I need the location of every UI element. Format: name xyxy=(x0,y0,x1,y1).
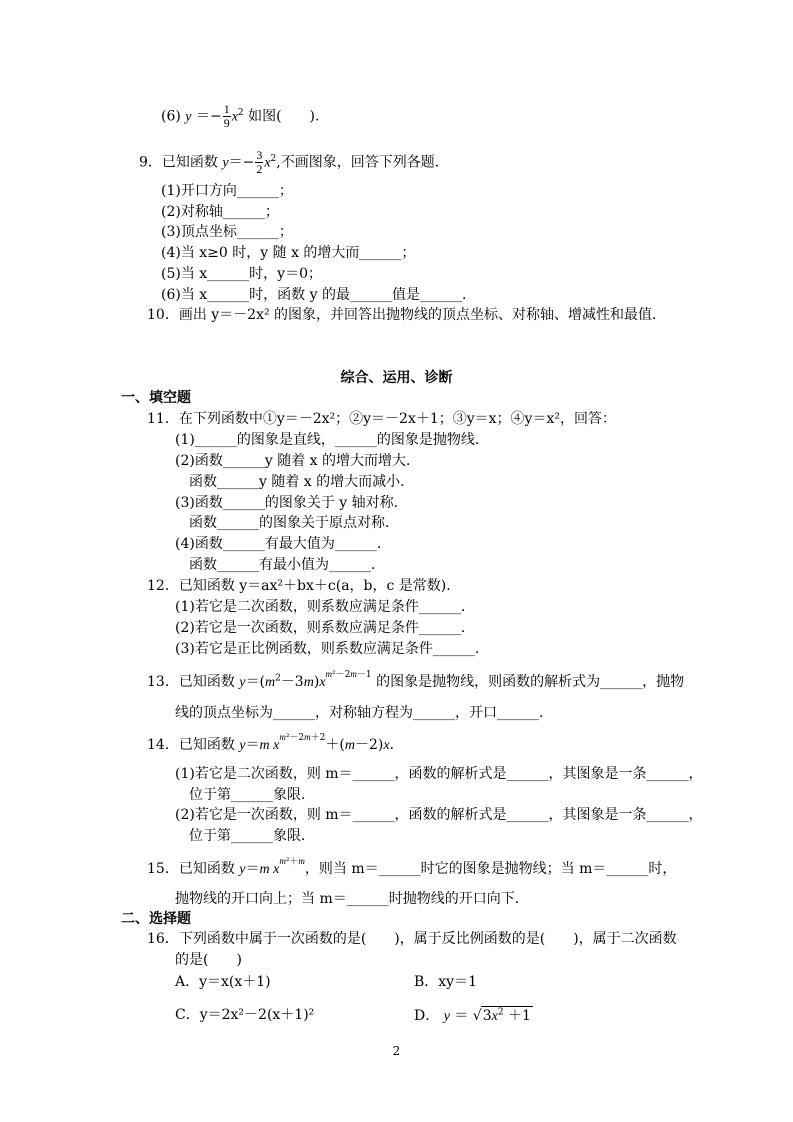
part-2-heading: 二、选择题 xyxy=(121,911,191,927)
q12-item-1: (1)若它是二次函数，则系数应满足条件______． xyxy=(175,599,475,615)
q9-item-2: (2)对称轴______； xyxy=(161,204,279,220)
q11-item-2b: 函数______y 随着 x 的增大而减小． xyxy=(189,474,415,490)
q13-stem-tail: 的图象是抛物线，则函数的解析式为______，抛物 xyxy=(376,674,685,690)
q14-item-1b: 位于第______象限． xyxy=(189,787,315,803)
q11-item-4a: (4)函数______有最大值为______． xyxy=(175,536,391,552)
q11-item-1: (1)______的图象是直线，______的图象是抛物线． xyxy=(175,432,489,448)
q15-stem-tail: ，则当 m＝______时它的图象是抛物线；当 m＝______时， xyxy=(304,861,677,877)
q8-item-6: (6) y ＝− $\frac{1}{9}$ $x^2$ 如图( ). xyxy=(161,102,320,130)
option-c: C．y＝2x²－2(x＋1)² xyxy=(175,1007,315,1023)
option-b: B．xy＝1 xyxy=(414,974,477,990)
page-number: 2 xyxy=(392,1044,401,1058)
q8-item-6-tail: 如图( ). xyxy=(248,108,320,125)
q12-stem: 12．已知函数 y＝ax²＋bx＋c(a，b，c 是常数)． xyxy=(147,578,461,594)
q11-item-4b: 函数______有最小值为______． xyxy=(189,557,385,573)
option-a: A．y＝x(x＋1) xyxy=(175,974,271,990)
q16-stem: 16．下列函数中属于一次函数的是( )，属于反比例函数的是( )，属于二次函数 xyxy=(147,931,677,947)
q11-item-3b: 函数______的图象关于原点对称． xyxy=(189,515,399,531)
q10: 10．画出 y＝－2x² 的图象，并回答出抛物线的顶点坐标、对称轴、增减性和最值． xyxy=(147,307,667,323)
q15-stem: 15．已知函数 y＝m $x^{m^2+m}$，则当 m＝______时它的图象是抛物线；当 m＝______时， xyxy=(147,856,677,877)
q15-line-2: 抛物线的开口向上；当 m＝______时抛物线的开口向下． xyxy=(175,891,529,907)
q13-stem: 13．已知函数 $y=(m^2-3m)x^{m^2-2m-1}$ 的图象是抛物线，则函数的解析式为______，抛物 xyxy=(147,669,685,690)
part-1-heading: 一、填空题 xyxy=(121,390,191,406)
q9-item-3: (3)顶点坐标______； xyxy=(161,224,293,240)
q12-item-2: (2)若它是一次函数，则系数应满足条件______． xyxy=(175,620,475,636)
q11-item-3a: (3)函数______的图象关于 y 轴对称． xyxy=(175,495,408,511)
option-d-label: D． xyxy=(414,1008,440,1024)
q16-line-2: 的是( ) xyxy=(175,952,242,968)
q9-item-1: (1)开口方向______； xyxy=(161,183,293,199)
q14-item-1a: (1)若它是二次函数，则 m＝______，函数的解析式是______，其图象是一条______， xyxy=(175,766,703,782)
q13-line-2: 线的顶点坐标为______，对称轴方程为______，开口______． xyxy=(175,705,553,721)
q11-item-2a: (2)函数______y 随着 x 的增大而增大． xyxy=(175,453,420,469)
q14-item-2b: 位于第______象限． xyxy=(189,828,315,844)
q12-item-3: (3)若它是正比例函数，则系数应满足条件______． xyxy=(175,641,489,657)
q11-stem: 11．在下列函数中①y＝－2x²；②y＝－2x＋1；③y＝x；④y＝x²，回答： xyxy=(147,411,616,427)
section-title: 综合、运用、诊断 xyxy=(340,370,453,386)
q14-stem: 14．已知函数 y＝m $x^{m^2-2m+2}+(m-2)x$． xyxy=(147,732,404,753)
q9-stem: 9．已知函数 y＝− $\frac{3}{2}$ $x^2$,不画图象，回答下列各题． xyxy=(139,148,449,176)
q14-item-2a: (2)若它是一次函数，则 m＝______，函数的解析式是______，其图象是一条______， xyxy=(175,807,703,823)
q9-item-6: (6)当 x______时，函数 y 的最______值是______． xyxy=(161,287,476,303)
q9-stem-tail: ,不画图象，回答下列各题． xyxy=(276,154,449,171)
option-d: D． $y = √3x^2 +1$ xyxy=(414,1007,531,1024)
q9-item-5: (5)当 x______时，y＝0； xyxy=(161,266,322,282)
q9-item-4: (4)当 x≥0 时，y 随 x 的增大而______； xyxy=(161,245,416,261)
